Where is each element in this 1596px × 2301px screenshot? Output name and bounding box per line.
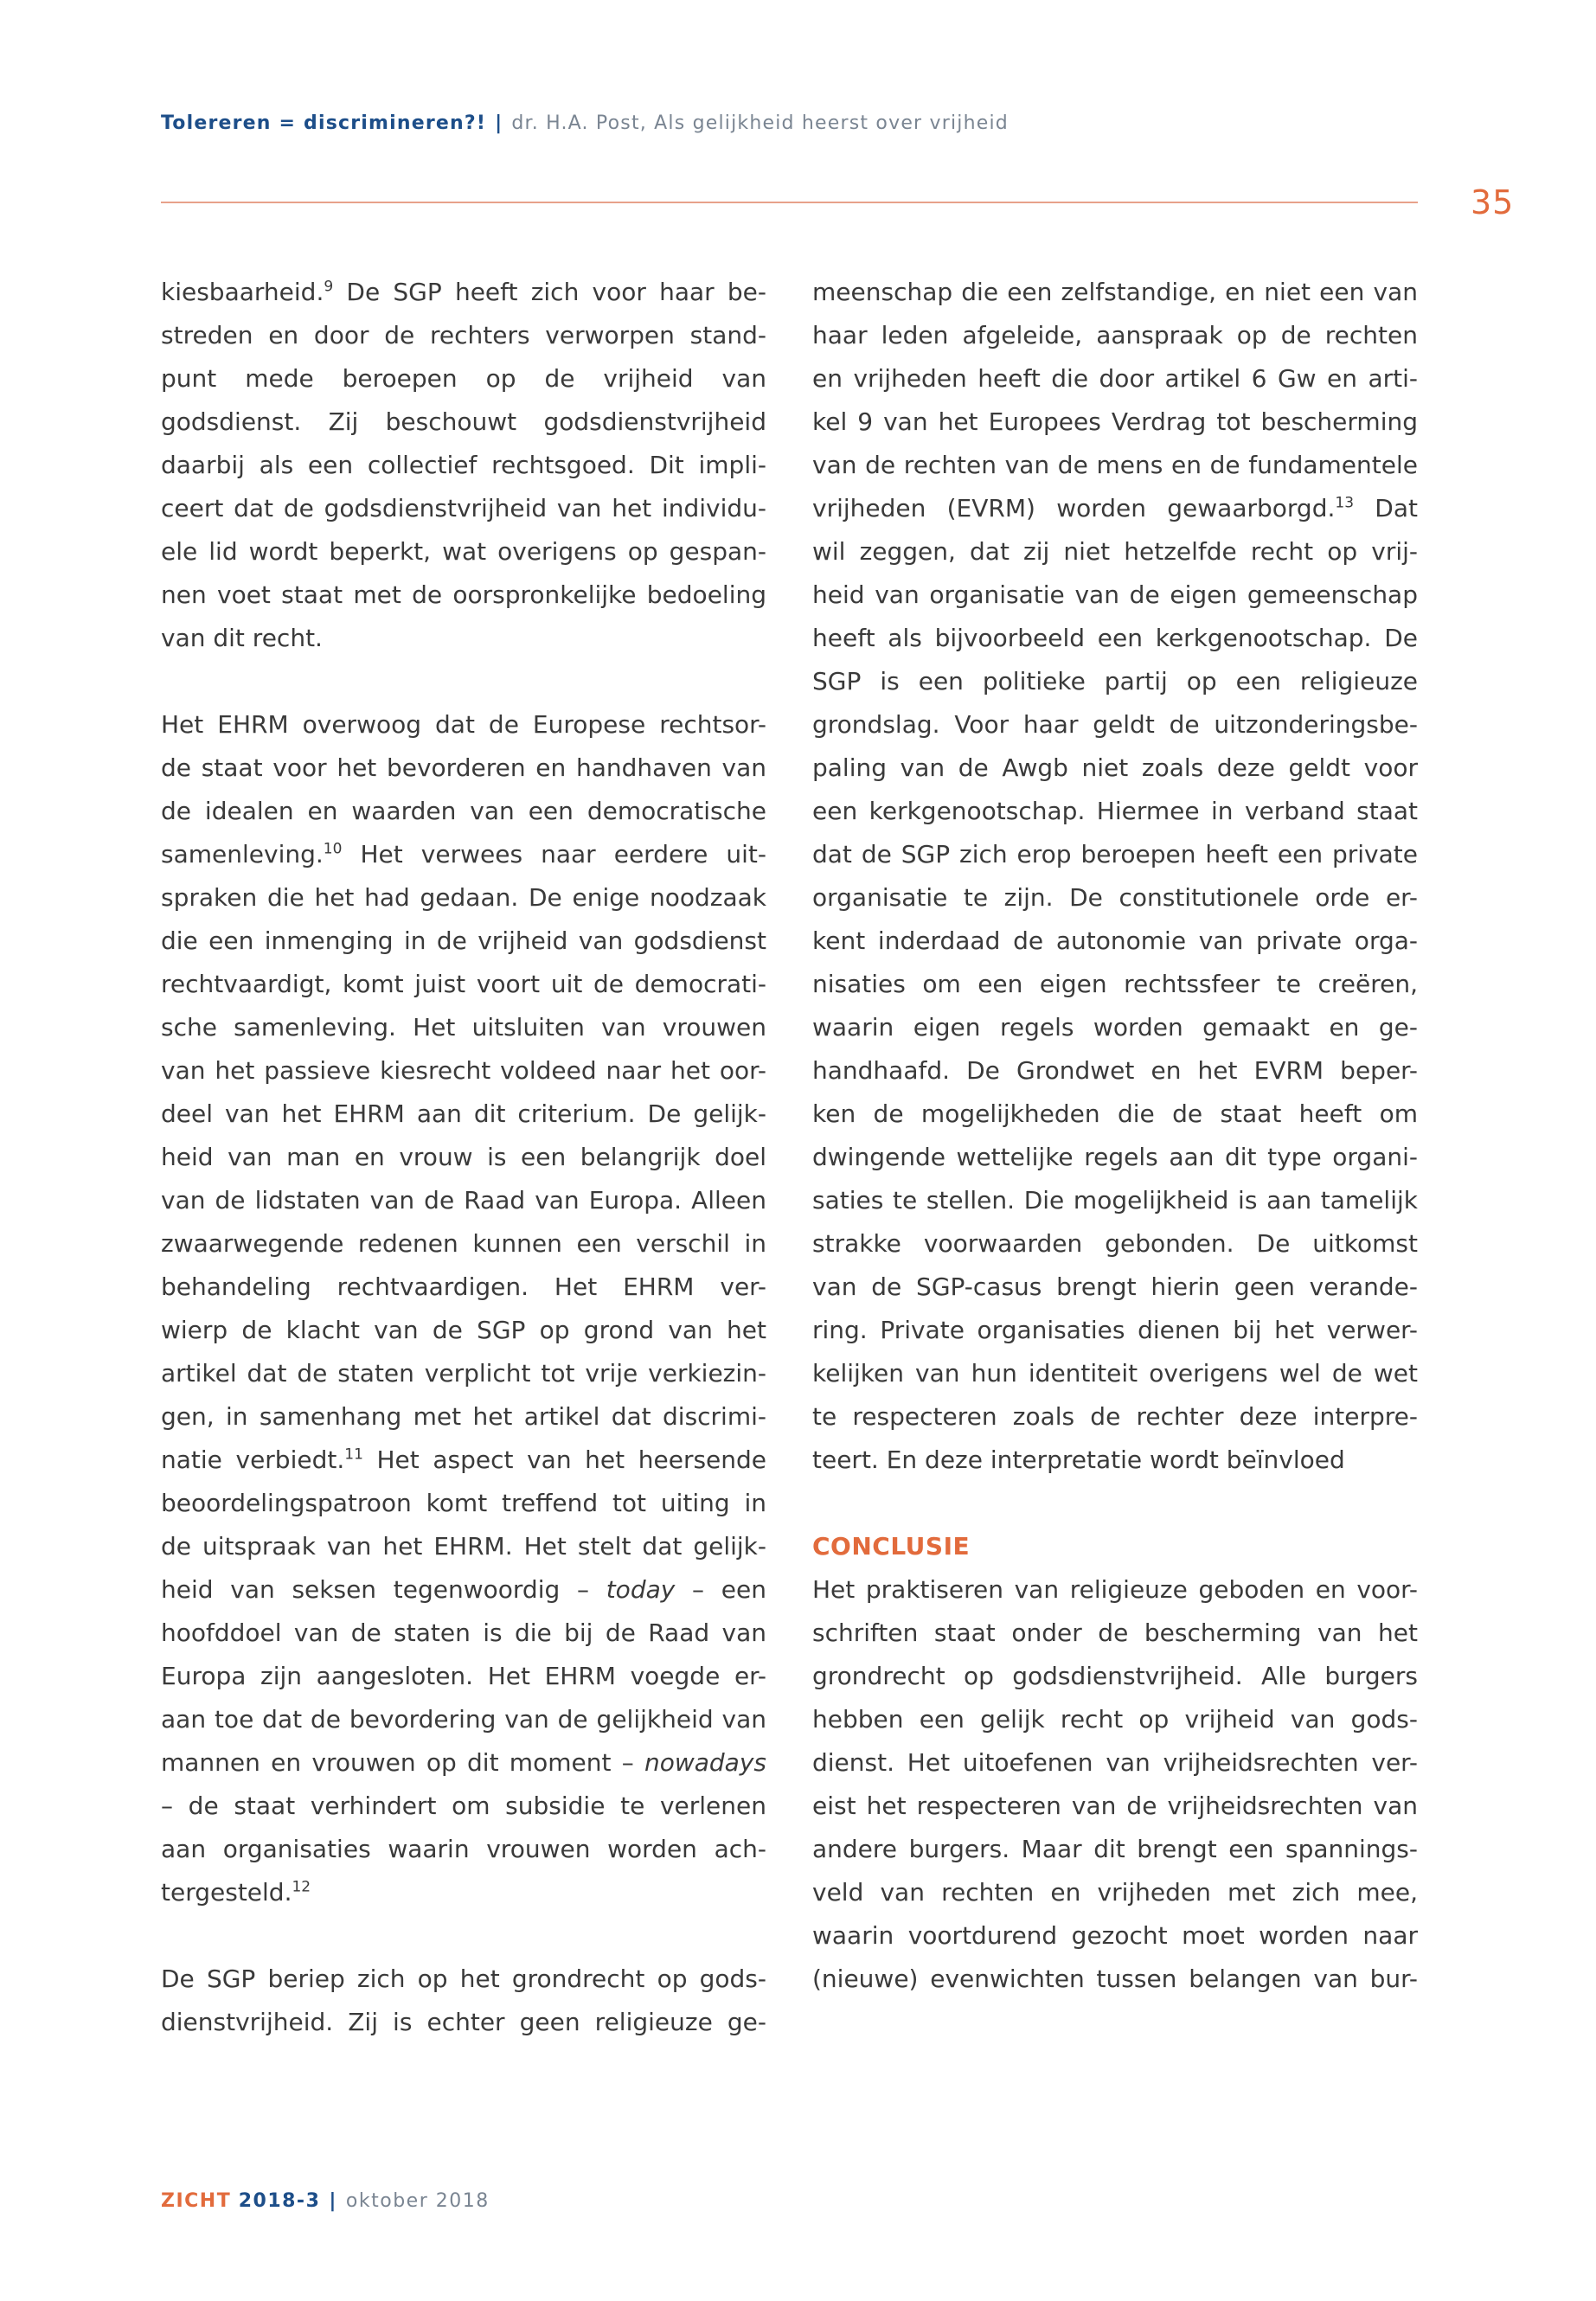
text-line: waarin voortdurend gezocht moet worden naar <box>812 1921 1418 1950</box>
paragraph-conclusie <box>812 1568 1418 2001</box>
footnote-ref-11[interactable]: 11 <box>344 1445 363 1464</box>
text-line: ring. Private organisaties dienen bij het verwer- <box>812 1316 1418 1344</box>
text-line: waarin eigen regels worden gemaakt en ge- <box>812 1013 1418 1042</box>
text-line: kiesbaarheid.$^9$ De SGP heeft zich voor haar be- <box>161 278 766 306</box>
text-line: vrijheden (EVRM) worden gewaarborgd.$^{13}$ Dat <box>812 494 1418 522</box>
text-line: ken de mogelijkheden die de staat heeft om <box>812 1099 1418 1128</box>
text-line: tergesteld.$^{12}$ <box>161 1878 311 1907</box>
header-separator: | <box>495 112 503 134</box>
header-series-title: Tolereren = discrimineren?! <box>161 112 487 134</box>
text-line: handhaafd. De Grondwet en het EVRM beper- <box>812 1056 1418 1085</box>
text-line: kent inderdaad de autonomie van private orga- <box>812 926 1418 955</box>
text-line: nisaties om een eigen rechtssfeer te creëren, <box>812 970 1418 998</box>
text-line: heid van organisatie van de eigen gemeenschap <box>812 580 1418 609</box>
text-line: heid van man en vrouw is een belangrijk doel <box>161 1143 766 1171</box>
text-line: grondrecht op godsdienstvrijheid. Alle burgers <box>812 1662 1418 1690</box>
text-line: schriften staat onder de bescherming van het <box>812 1618 1418 1647</box>
text-line: en vrijheden heeft die door artikel 6 Gw en arti- <box>812 364 1418 393</box>
italic-term-today: today <box>606 1575 676 1604</box>
footer-separator: | <box>329 2190 337 2212</box>
text-line: dienst. Het uitoefenen van vrijheidsrechten ver- <box>812 1748 1418 1777</box>
footer-magazine-name: ZICHT <box>161 2190 232 2212</box>
text-line: Europa zijn aangesloten. Het EHRM voegde er- <box>161 1662 766 1690</box>
text-line: saties te stellen. Die mogelijkheid is aan tamelijk <box>812 1186 1418 1215</box>
text-line: daarbij als een collectief rechtsgoed. Dit impli- <box>161 451 766 479</box>
footer-date: oktober 2018 <box>345 2190 490 2212</box>
text-line: gen, in samenhang met het artikel dat discrimi- <box>161 1402 766 1431</box>
text-line: dienstvrijheid. Zij is echter geen religieuze ge- <box>161 2008 766 2036</box>
footnote-ref-9[interactable]: 9 <box>324 278 334 296</box>
text-line: dwingende wettelijke regels aan dit type organi- <box>812 1143 1418 1171</box>
text-line: van de rechten van de mens en de fundamentele <box>812 451 1418 479</box>
text-line: dat de SGP zich erop beroepen heeft een private <box>812 840 1418 868</box>
text-line: andere burgers. Maar dit brengt een spannings- <box>812 1835 1418 1863</box>
text-line: wil zeggen, dat zij niet hetzelfde recht op vrij- <box>812 537 1418 566</box>
text-line: ele lid wordt beperkt, wat overigens op gespan- <box>161 537 766 566</box>
section-heading-conclusie: CONCLUSIE <box>812 1532 971 1561</box>
text-line: van het passieve kiesrecht voldeed naar het oor- <box>161 1056 766 1085</box>
text-line: aan organisaties waarin vrouwen worden ach- <box>161 1835 766 1863</box>
text-line: een kerkgenootschap. Hiermee in verband staat <box>812 797 1418 825</box>
text-line: nen voet staat met de oorspronkelijke bedoeling <box>161 580 766 609</box>
text-line: van de lidstaten van de Raad van Europa. Alleen <box>161 1186 766 1215</box>
footnote-ref-10[interactable]: 10 <box>323 840 343 858</box>
paragraph-kiesbaarheid <box>161 271 766 660</box>
text-line: eist het respecteren van de vrijheidsrechten van <box>812 1791 1418 1820</box>
text-line: artikel dat de staten verplicht tot vrije verkiezin- <box>161 1359 766 1388</box>
text-line: de staat voor het bevorderen en handhaven van <box>161 753 766 782</box>
text-line: hoofddoel van de staten is die bij de Raad van <box>161 1618 766 1647</box>
text-line: grondslag. Voor haar geldt de uitzonderingsbe- <box>812 710 1418 739</box>
text-line: spraken die het had gedaan. De enige noodzaak <box>161 883 766 912</box>
text-line: organisatie te zijn. De constitutionele orde er- <box>812 883 1418 912</box>
text-line: aan toe dat de bevordering van de gelijkheid van <box>161 1705 766 1734</box>
text-line: die een inmenging in de vrijheid van godsdienst <box>161 926 766 955</box>
text-line: heid van seksen tegenwoordig – today – een <box>161 1575 766 1604</box>
text-line: Het EHRM overwoog dat de Europese rechtsor- <box>161 710 766 739</box>
running-header <box>161 112 1009 134</box>
text-line: godsdienst. Zij beschouwt godsdienstvrijheid <box>161 407 766 436</box>
text-line: paling van de Awgb niet zoals deze geldt voor <box>812 753 1418 782</box>
text-line: haar leden afgeleide, aanspraak op de rechten <box>812 321 1418 349</box>
text-line: kelijken van hun identiteit overigens wel de wet <box>812 1359 1418 1388</box>
text-line: ceert dat de godsdienstvrijheid van het individu- <box>161 494 766 522</box>
text-line: De SGP beriep zich op het grondrecht op gods- <box>161 1965 766 1993</box>
italic-term-nowadays: nowadays <box>644 1748 766 1777</box>
header-article-title: dr. H.A. Post, Als gelijkheid heerst over vrijheid <box>511 112 1009 134</box>
text-line: streden en door de rechters verworpen stand- <box>161 321 766 349</box>
text-line: van de SGP-casus brengt hierin geen verande- <box>812 1272 1418 1301</box>
text-line: veld van rechten en vrijheden met zich mee, <box>812 1878 1418 1907</box>
footer-issue: 2018-3 <box>238 2190 321 2212</box>
page-number: 35 <box>1471 183 1515 221</box>
paragraph-sgp-beriep <box>161 1958 766 2044</box>
footnote-ref-13[interactable]: 13 <box>1335 494 1355 512</box>
text-line: mannen en vrouwen op dit moment – nowadays <box>161 1748 766 1777</box>
text-line: – de staat verhindert om subsidie te verlenen <box>161 1791 766 1820</box>
text-line: deel van het EHRM aan dit criterium. De gelijk- <box>161 1099 766 1128</box>
footnote-ref-12[interactable]: 12 <box>292 1878 311 1896</box>
left-column <box>161 271 766 2044</box>
text-line: de uitspraak van het EHRM. Het stelt dat gelijk- <box>161 1532 766 1561</box>
text-line: teert. En deze interpretatie wordt beïnvloed <box>812 1445 1345 1474</box>
text-line: wierp de klacht van de SGP op grond van het <box>161 1316 766 1344</box>
text-line: beoordelingspatroon komt treffend tot uiting in <box>161 1489 766 1517</box>
text-line: samenleving.$^{10}$ Het verwees naar eerdere uit- <box>161 840 766 868</box>
text-line: hebben een gelijk recht op vrijheid van gods- <box>812 1705 1418 1734</box>
header-rule <box>161 202 1418 203</box>
paragraph-ehrm <box>161 703 766 1914</box>
text-line: meenschap die een zelfstandige, en niet een van <box>812 278 1418 306</box>
text-line: te respecteren zoals de rechter deze interpre- <box>812 1402 1418 1431</box>
text-line: (nieuwe) evenwichten tussen belangen van bur- <box>812 1965 1418 1993</box>
text-line: kel 9 van het Europees Verdrag tot bescherming <box>812 407 1418 436</box>
running-footer <box>161 2190 490 2212</box>
text-line: punt mede beroepen op de vrijheid van <box>161 364 766 393</box>
text-line: Het praktiseren van religieuze geboden en voor- <box>812 1575 1418 1604</box>
right-column <box>812 271 1418 2001</box>
text-line: SGP is een politieke partij op een religieuze <box>812 667 1418 695</box>
text-line: behandeling rechtvaardigen. Het EHRM ver- <box>161 1272 766 1301</box>
text-line: sche samenleving. Het uitsluiten van vrouwen <box>161 1013 766 1042</box>
text-line: strakke voorwaarden gebonden. De uitkomst <box>812 1229 1418 1258</box>
paragraph-gemeenschap <box>812 271 1418 1482</box>
text-line: de idealen en waarden van een democratische <box>161 797 766 825</box>
text-line: zwaarwegende redenen kunnen een verschil in <box>161 1229 766 1258</box>
text-line: heeft als bijvoorbeeld een kerkgenootschap. De <box>812 624 1418 652</box>
text-line: van dit recht. <box>161 624 323 652</box>
text-line: rechtvaardigt, komt juist voort uit de democrati- <box>161 970 766 998</box>
text-line: natie verbiedt.$^{11}$ Het aspect van het heersende <box>161 1445 767 1474</box>
